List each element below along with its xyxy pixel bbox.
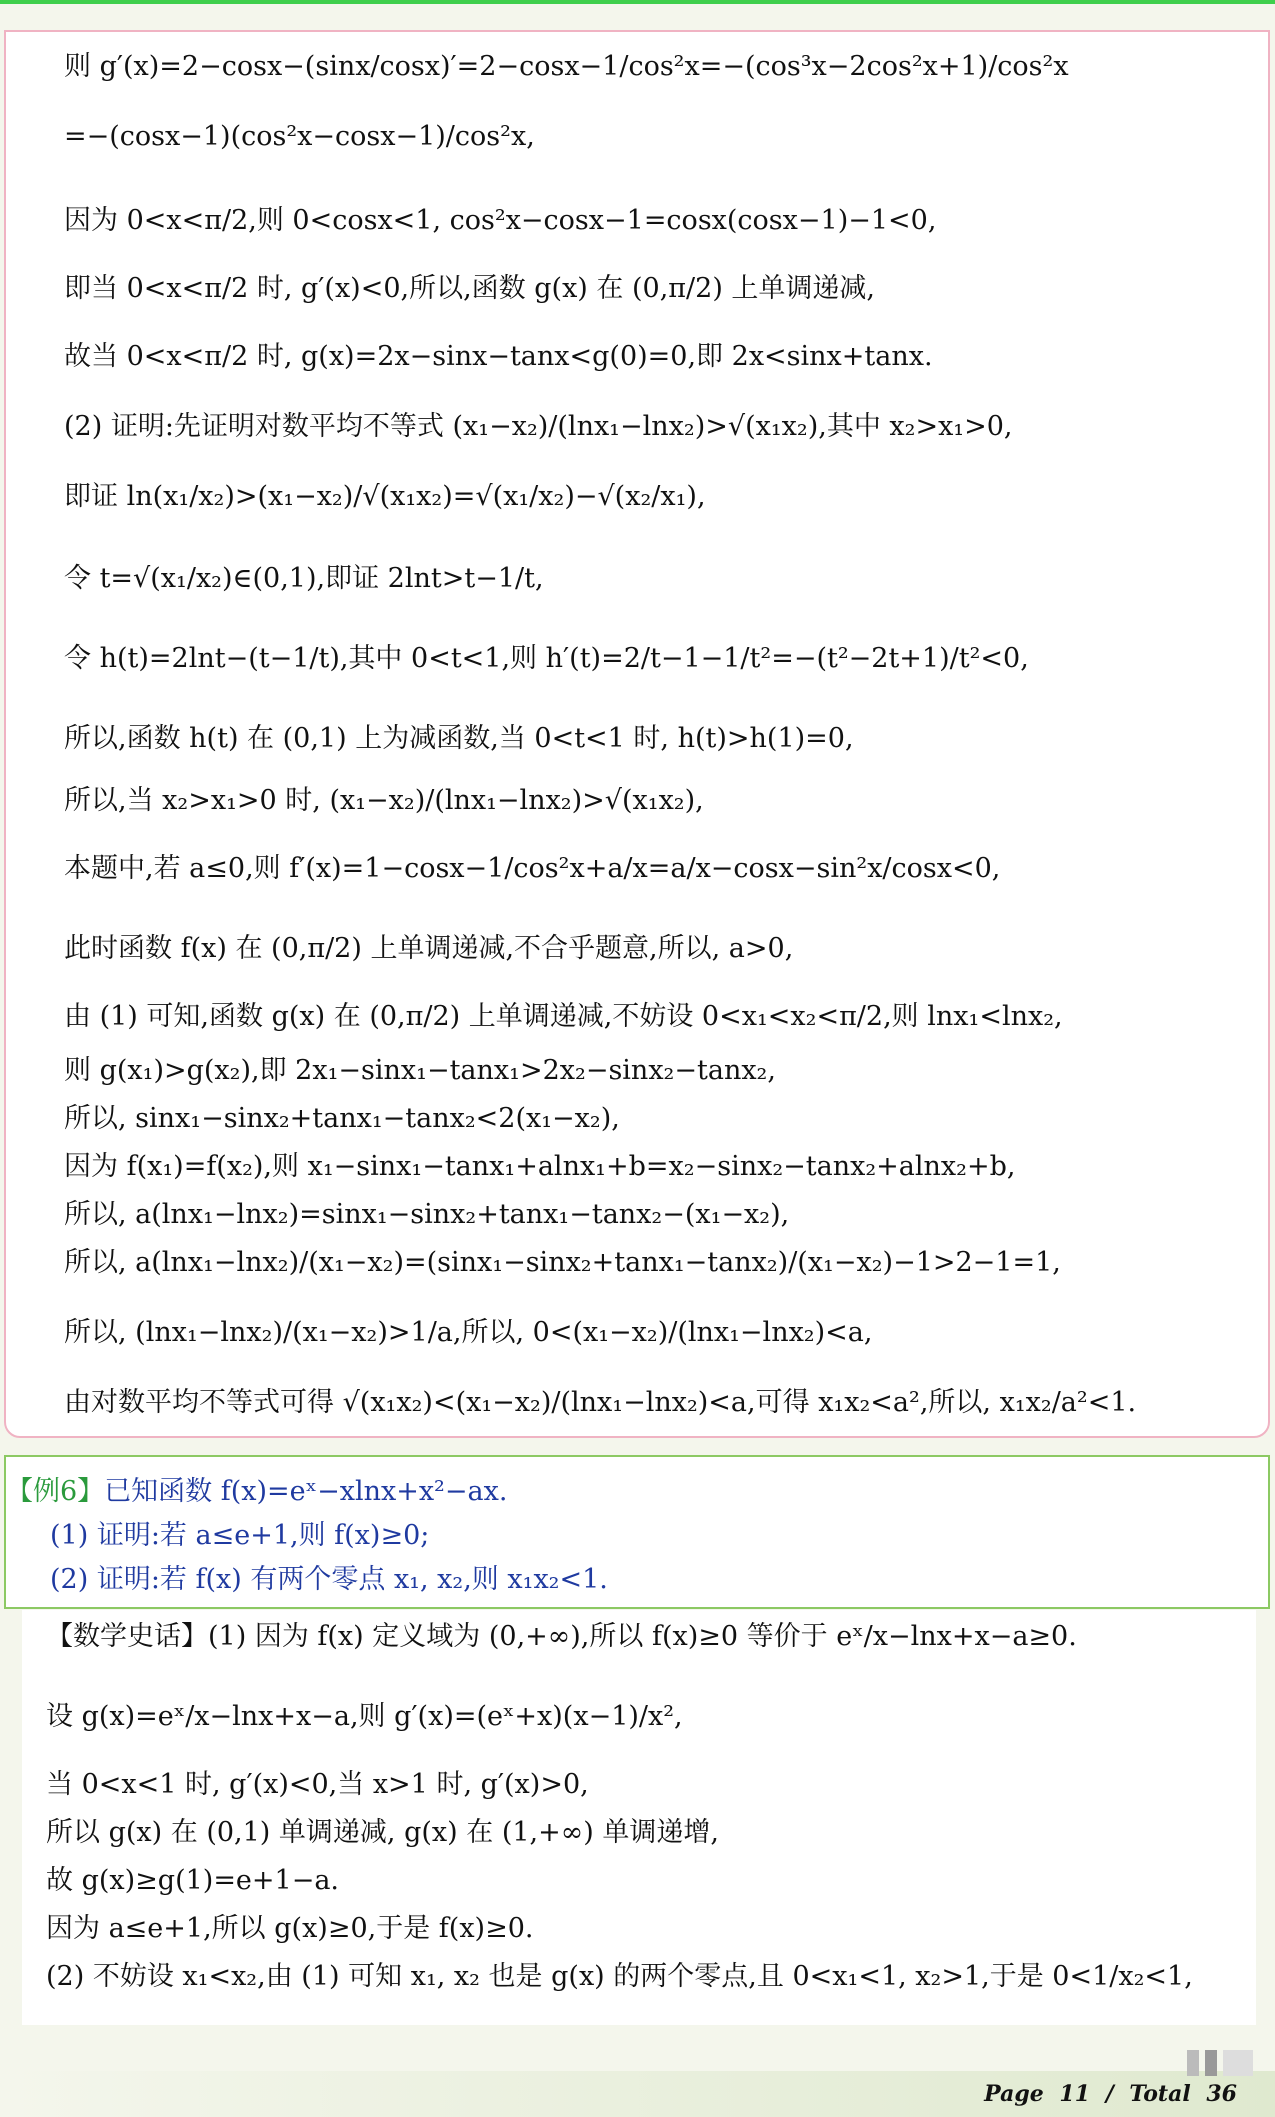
solution-line: 故当 0<x<π/2 时, g(x)=2x−sinx−tanx<g(0)=0,即 2x<sinx+tanx. bbox=[64, 341, 933, 372]
solution-line: 因为 a≤e+1,所以 g(x)≥0,于是 f(x)≥0. bbox=[46, 1913, 534, 1944]
solution-line: 故 g(x)≥g(1)=e+1−a. bbox=[46, 1865, 340, 1896]
solution-line: (2) 证明:先证明对数平均不等式 (x₁−x₂)/(lnx₁−lnx₂)>√(x₁x₂),其中 x₂>x₁>0, bbox=[64, 411, 1013, 442]
page-number: 11 bbox=[1059, 2081, 1091, 2107]
page-separator: / bbox=[1105, 2081, 1114, 2107]
solution-line: 所以, (lnx₁−lnx₂)/(x₁−x₂)>1/a,所以, 0<(x₁−x₂)/(lnx₁−lnx₂)<a, bbox=[64, 1317, 873, 1348]
solution-line: 令 t=√(x₁/x₂)∈(0,1),即证 2lnt>t−1/t, bbox=[64, 563, 544, 594]
solution-line: =−(cosx−1)(cos²x−cosx−1)/cos²x, bbox=[64, 121, 535, 152]
solution-panel-part2 bbox=[22, 1610, 1256, 2025]
solution-line: 此时函数 f(x) 在 (0,π/2) 上单调递减,不合乎题意,所以, a>0, bbox=[64, 933, 794, 964]
solution-line: 所以, a(lnx₁−lnx₂)/(x₁−x₂)=(sinx₁−sinx₂+tanx₁−tanx₂)/(x₁−x₂)−1>2−1=1, bbox=[64, 1247, 1061, 1278]
page-label: Page bbox=[984, 2081, 1044, 2107]
example-panel bbox=[4, 1455, 1270, 1609]
example-item-2: (2) 证明:若 f(x) 有两个零点 x₁, x₂,则 x₁x₂<1. bbox=[50, 1564, 608, 1595]
solution-line: 所以,当 x₂>x₁>0 时, (x₁−x₂)/(lnx₁−lnx₂)>√(x₁x₂), bbox=[64, 785, 704, 816]
top-accent-bar bbox=[0, 0, 1275, 4]
solution-line: 即当 0<x<π/2 时, g′(x)<0,所以,函数 g(x) 在 (0,π/2) 上单调递减, bbox=[64, 273, 876, 304]
total-number: 36 bbox=[1206, 2081, 1237, 2107]
solution-line: 即证 ln(x₁/x₂)>(x₁−x₂)/√(x₁x₂)=√(x₁/x₂)−√(x₂/x₁), bbox=[64, 481, 706, 512]
solution-line: (2) 不妨设 x₁<x₂,由 (1) 可知 x₁, x₂ 也是 g(x) 的两个零点,且 0<x₁<1, x₂>1,于是 0<1/x₂<1, bbox=[46, 1961, 1193, 1992]
solution-line: 所以 g(x) 在 (0,1) 单调递减, g(x) 在 (1,+∞) 单调递增, bbox=[46, 1817, 719, 1848]
solution-line: 本题中,若 a≤0,则 f′(x)=1−cosx−1/cos²x+a/x=a/x−cosx−sin²x/cosx<0, bbox=[64, 853, 1001, 884]
example-item-1: (1) 证明:若 a≤e+1,则 f(x)≥0; bbox=[50, 1520, 430, 1551]
solution-line: 由对数平均不等式可得 √(x₁x₂)<(x₁−x₂)/(lnx₁−lnx₂)<a,可得 x₁x₂<a²,所以, x₁x₂/a²<1. bbox=[64, 1387, 1137, 1418]
solution-line: 令 h(t)=2lnt−(t−1/t),其中 0<t<1,则 h′(t)=2/t−1−1/t²=−(t²−2t+1)/t²<0, bbox=[64, 643, 1029, 674]
solution-line: 所以, sinx₁−sinx₂+tanx₁−tanx₂<2(x₁−x₂), bbox=[64, 1103, 620, 1134]
solution-line: 所以, a(lnx₁−lnx₂)=sinx₁−sinx₂+tanx₁−tanx₂−(x₁−x₂), bbox=[64, 1199, 790, 1230]
solution-line: 则 g(x₁)>g(x₂),即 2x₁−sinx₁−tanx₁>2x₂−sinx₂−tanx₂, bbox=[64, 1055, 776, 1086]
solution-line: 【数学史话】(1) 因为 f(x) 定义域为 (0,+∞),所以 f(x)≥0 等价于 eˣ/x−lnx+x−a≥0. bbox=[46, 1621, 1077, 1652]
solution-line: 因为 0<x<π/2,则 0<cosx<1, cos²x−cosx−1=cosx(cosx−1)−1<0, bbox=[64, 205, 937, 236]
solution-line: 当 0<x<1 时, g′(x)<0,当 x>1 时, g′(x)>0, bbox=[46, 1769, 589, 1800]
example-statement: 已知函数 f(x)=eˣ−xlnx+x²−ax. bbox=[104, 1476, 508, 1507]
solution-line: 由 (1) 可知,函数 g(x) 在 (0,π/2) 上单调递减,不妨设 0<x₁<x₂<π/2,则 lnx₁<lnx₂, bbox=[64, 1001, 1063, 1032]
total-label: Total bbox=[1129, 2081, 1191, 2107]
example-statement-line bbox=[6, 1475, 507, 1509]
page-corner-icon bbox=[1187, 2050, 1257, 2076]
page-footer bbox=[980, 2081, 1241, 2107]
solution-line: 因为 f(x₁)=f(x₂),则 x₁−sinx₁−tanx₁+alnx₁+b=x₂−sinx₂−tanx₂+alnx₂+b, bbox=[64, 1151, 1016, 1182]
solution-line: 则 g′(x)=2−cosx−(sinx/cosx)′=2−cosx−1/cos²x=−(cos³x−2cos²x+1)/cos²x bbox=[64, 51, 1069, 82]
solution-line: 设 g(x)=eˣ/x−lnx+x−a,则 g′(x)=(eˣ+x)(x−1)/x², bbox=[46, 1701, 683, 1732]
solution-panel-part1 bbox=[4, 30, 1270, 1438]
example-tag: 【例6】 bbox=[6, 1476, 105, 1507]
solution-line: 所以,函数 h(t) 在 (0,1) 上为减函数,当 0<t<1 时, h(t)>h(1)=0, bbox=[64, 723, 854, 754]
